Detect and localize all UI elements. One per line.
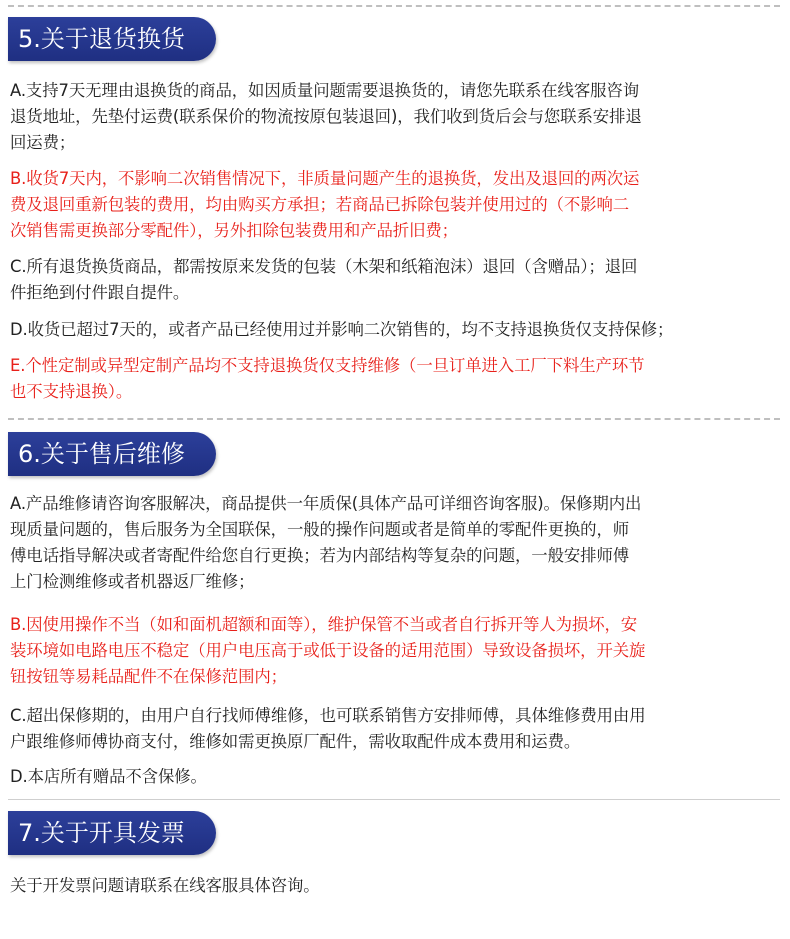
repair-paragraph-b: B.因使用操作不当（如和面机超额和面等），维护保管不当或者自行拆开等人为损坏，安 装环境如电路电压不稳定（用户电压高于或低于设备的适用范围）导致设备损坏，开关旋 钮按钮等易耗品配件不在保修范围内； xyxy=(10,615,646,686)
returns-paragraph-e: E.个性定制或异型定制产品均不支持退换货仅支持维修（一旦订单进入工厂下料生产环节 也不支持退换）。 xyxy=(10,356,645,401)
top-divider xyxy=(8,5,780,7)
repair-paragraph-d: D.本店所有赠品不含保修。 xyxy=(10,767,207,786)
section-divider-2 xyxy=(8,799,780,800)
section-header-returns: 5.关于退货换货 xyxy=(8,17,216,61)
section-header-invoice: 7.关于开具发票 xyxy=(8,811,216,855)
repair-paragraph-c: C.超出保修期的，由用户自行找师傅维修，也可联系销售方安排师傅，具体维修费用由用 户跟维修师傅协商支付，维修如需更换原厂配件，需收取配件成本费用和运费。 xyxy=(10,706,646,751)
section-divider-1 xyxy=(8,418,780,420)
returns-paragraph-d: D.收货已超过7天的，或者产品已经使用过并影响二次销售的，均不支持退换货仅支持保修； xyxy=(10,320,674,339)
returns-paragraph-b: B.收货7天内，不影响二次销售情况下，非质量问题产生的退换货，发出及退回的两次运 费及退回重新包装的费用，均由购买方承担；若商品已拆除包装并使用过的（不影响二 次销售需更换部分零配件），另外扣除包装费用和产品折旧费； xyxy=(10,169,640,240)
returns-paragraph-c: C.所有退货换货商品，都需按原来发货的包装（木架和纸箱泡沫）退回（含赠品）；退回 件拒绝到付件跟自提件。 xyxy=(10,257,638,302)
returns-paragraph-a: A.支持7天无理由退换货的商品，如因质量问题需要退换货的，请您先联系在线客服咨询 退货地址，先垫付运费(联系保价的物流按原包装退回)，我们收到货后会与您联系安排退 回运费； xyxy=(10,81,642,152)
section-header-repair: 6.关于售后维修 xyxy=(8,432,216,476)
repair-paragraph-a: A.产品维修请咨询客服解决，商品提供一年质保(具体产品可详细咨询客服)。保修期内出 现质量问题的，售后服务为全国联保，一般的操作问题或者是简单的零配件更换的，师 傅电话指导解决或者寄配件给您自行更换；若为内部结构等复杂的问题，一般安排师傅 上门检测维修或者机器返厂维修； xyxy=(10,494,642,591)
invoice-paragraph: 关于开发票问题请联系在线客服具体咨询。 xyxy=(10,876,320,895)
